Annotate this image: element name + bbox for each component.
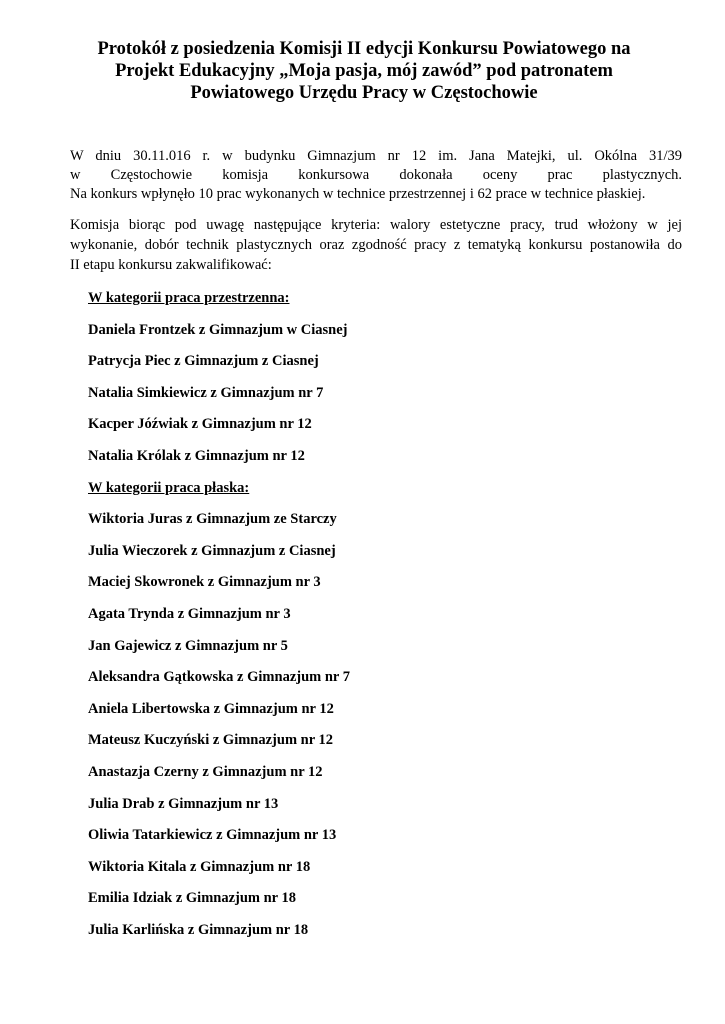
- list-item: Natalia Simkiewicz z Gimnazjum nr 7: [88, 384, 324, 401]
- criteria-paragraph: [70, 215, 682, 275]
- category-heading-spatial: W kategorii praca przestrzenna:: [88, 290, 290, 306]
- list-item: Kacper Jóźwiak z Gimnazjum nr 12: [88, 416, 312, 433]
- list-item: Agata Trynda z Gimnazjum nr 3: [88, 605, 291, 622]
- list-item: Aniela Libertowska z Gimnazjum nr 12: [88, 700, 334, 717]
- list-item: Emilia Idziak z Gimnazjum nr 18: [88, 890, 296, 907]
- list-item: Oliwia Tatarkiewicz z Gimnazjum nr 13: [88, 827, 337, 844]
- list-item: Anastazja Czerny z Gimnazjum nr 12: [88, 763, 323, 780]
- criteria-line: II etapu konkursu zakwalifikować:: [70, 257, 272, 273]
- intro-paragraph: [70, 147, 682, 204]
- list-item: Jan Gajewicz z Gimnazjum nr 5: [88, 637, 288, 654]
- list-item: Natalia Królak z Gimnazjum nr 12: [88, 447, 305, 464]
- list-item: Julia Wieczorek z Gimnazjum z Ciasnej: [88, 542, 336, 559]
- title-line: Projekt Edukacyjny „Moja pasja, mój zawód” pod patronatem: [115, 61, 613, 81]
- criteria-line: wykonanie, dobór technik plastycznych oraz zgodność pracy z tematyką konkursu postanowiła do: [70, 237, 682, 253]
- list-item: Julia Drab z Gimnazjum nr 13: [88, 795, 279, 812]
- list-item: Julia Karlińska z Gimnazjum nr 18: [88, 921, 309, 938]
- criteria-line: Komisja biorąc pod uwagę następujące kryteria: walory estetyczne pracy, trud włożony w jej: [70, 217, 682, 233]
- title-line: Powiatowego Urzędu Pracy w Częstochowie: [190, 83, 538, 103]
- document-title: [70, 38, 658, 104]
- list-item: Patrycja Piec z Gimnazjum z Ciasnej: [88, 353, 319, 370]
- list-item: Mateusz Kuczyński z Gimnazjum nr 12: [88, 732, 334, 749]
- title-line: Protokół z posiedzenia Komisji II edycji Konkursu Powiatowego na: [97, 39, 631, 59]
- intro-line: W dniu 30.11.016 r. w budynku Gimnazjum nr 12 im. Jana Matejki, ul. Okólna 31/39: [70, 148, 682, 164]
- list-item: Maciej Skowronek z Gimnazjum nr 3: [88, 574, 321, 591]
- list-item: Wiktoria Juras z Gimnazjum ze Starczy: [88, 511, 337, 528]
- category-heading-flat: W kategorii praca płaska:: [88, 479, 250, 496]
- intro-line: w Częstochowie komisja konkursowa dokonała oceny prac plastycznych.: [70, 167, 682, 183]
- qualified-list: [88, 287, 648, 950]
- list-item: Aleksandra Gątkowska z Gimnazjum nr 7: [88, 669, 350, 686]
- list-item: Daniela Frontzek z Gimnazjum w Ciasnej: [88, 321, 348, 338]
- list-item: Wiktoria Kitala z Gimnazjum nr 18: [88, 858, 311, 875]
- intro-line: Na konkurs wpłynęło 10 prac wykonanych w technice przestrzennej i 62 prace w technice płaskiej.: [70, 186, 646, 202]
